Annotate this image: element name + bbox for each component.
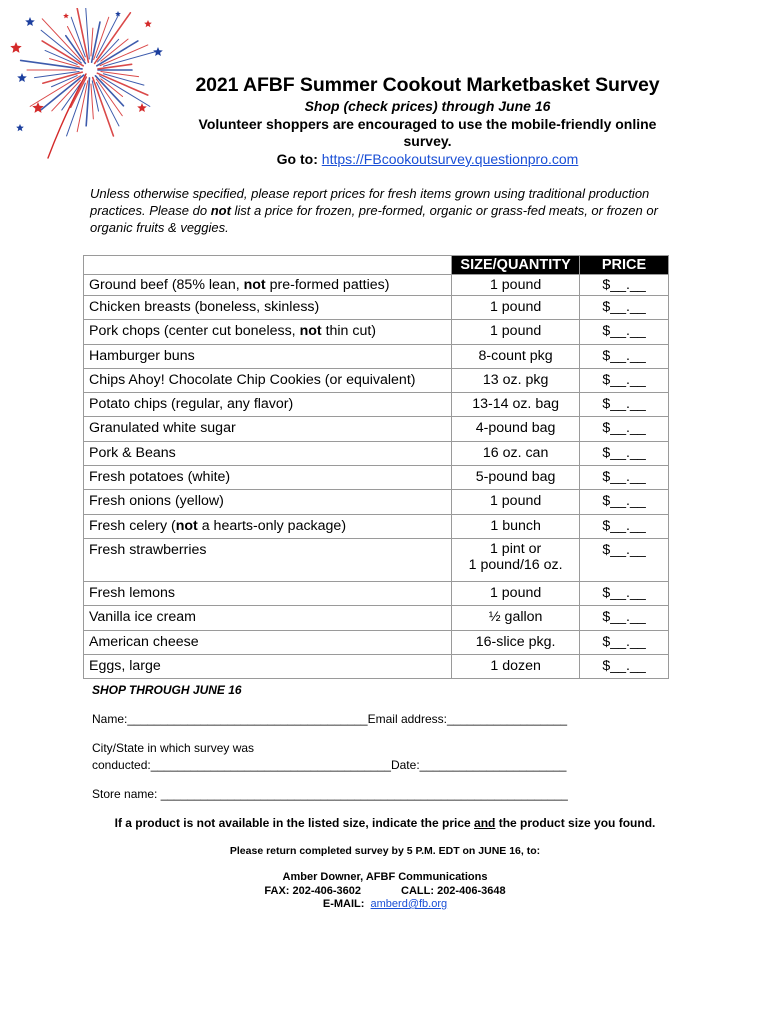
name-email-field[interactable]: Name:____________________________________Email address:__________________ xyxy=(92,712,568,726)
size-cell: 1 pound xyxy=(452,490,580,514)
size-cell: 1 pound xyxy=(452,320,580,344)
item-text: Fresh potatoes (white) xyxy=(89,469,231,486)
firework-ray xyxy=(95,76,123,106)
item-cell xyxy=(84,344,452,368)
item-cell xyxy=(84,296,452,320)
star-icon xyxy=(137,103,147,112)
size-cell: 16-slice pkg. xyxy=(452,630,580,654)
size-cell: 1 pound xyxy=(452,296,580,320)
shop-through-heading: SHOP THROUGH JUNE 16 xyxy=(92,683,242,697)
star-icon xyxy=(153,47,163,56)
size-cell: 8-count pkg xyxy=(452,344,580,368)
price-input[interactable]: $__.__ xyxy=(580,393,669,417)
size-cell: 5-pound bag xyxy=(452,466,580,490)
contact-phones xyxy=(40,885,730,899)
item-cell xyxy=(84,368,452,392)
item-cell xyxy=(84,441,452,465)
conducted-date-field[interactable]: conducted:____________________________________Date:______________________ xyxy=(92,758,567,772)
page-title: 2021 AFBF Summer Cookout Marketbasket Survey xyxy=(195,74,660,96)
table-row xyxy=(84,654,669,678)
size-cell xyxy=(452,538,580,581)
item-text: Pork & Beans xyxy=(89,444,176,461)
star-icon xyxy=(10,42,21,53)
price-input[interactable]: $__.__ xyxy=(580,320,669,344)
item-cell xyxy=(84,466,452,490)
note-and: and xyxy=(474,816,496,830)
fireworks-graphic xyxy=(8,8,176,160)
item-text: Fresh onions (yellow) xyxy=(89,493,224,510)
item-cell xyxy=(84,393,452,417)
price-input[interactable]: $__.__ xyxy=(580,514,669,538)
table-row xyxy=(84,344,669,368)
item-cell xyxy=(84,275,452,296)
contact-name: Amber Downer, AFBF Communications xyxy=(282,871,488,883)
item-cell xyxy=(84,654,452,678)
item-text: Hamburger buns xyxy=(89,347,195,364)
email-link[interactable]: amberd@fb.org xyxy=(370,898,448,910)
firework-ray xyxy=(42,19,80,60)
table-row xyxy=(84,393,669,417)
table-row xyxy=(84,538,669,581)
table-row xyxy=(84,320,669,344)
instructions-part-2: list a price for frozen, pre-formed, organic or grass-fed meats, or frozen or organic fruits & veggies. xyxy=(90,203,658,235)
item-text: not xyxy=(299,323,322,340)
item-cell xyxy=(84,320,452,344)
item-text: Potato chips (regular, any flavor) xyxy=(89,396,294,413)
item-cell xyxy=(84,538,452,581)
price-input[interactable]: $__.__ xyxy=(580,466,669,490)
item-text: Chicken breasts (boneless, skinless) xyxy=(89,299,320,315)
city-state-label: City/State in which survey was xyxy=(92,741,255,755)
item-text: Chips Ahoy! Chocolate Chip Cookies (or equivalent) xyxy=(89,371,416,388)
note-part-1: If a product is not available in the listed size, indicate the price xyxy=(114,816,475,830)
item-header xyxy=(84,256,452,275)
item-text: Eggs, large xyxy=(89,657,161,674)
instructions xyxy=(90,185,690,236)
size-cell: 4-pound bag xyxy=(452,417,580,441)
contact-email-line xyxy=(40,898,730,912)
item-cell xyxy=(84,490,452,514)
table-row xyxy=(84,466,669,490)
star-icon xyxy=(16,124,24,131)
table-row xyxy=(84,630,669,654)
price-input[interactable]: $__.__ xyxy=(580,296,669,320)
price-input[interactable]: $__.__ xyxy=(580,490,669,514)
firework-ray xyxy=(100,45,148,66)
table-row xyxy=(84,490,669,514)
firework-ray xyxy=(101,71,139,76)
subtitle: Shop (check prices) through June 16 xyxy=(304,98,551,114)
item-text: not xyxy=(243,277,266,293)
item-text: American cheese xyxy=(89,633,199,650)
firework-ray xyxy=(41,30,81,63)
note-part-2: the product size you found. xyxy=(495,816,656,830)
item-text: Granulated white sugar xyxy=(89,420,236,437)
instructions-part-1: Unless otherwise specified, please report prices for fresh items grown using traditional production practices. Please do xyxy=(90,186,650,218)
price-input[interactable]: $__.__ xyxy=(580,275,669,296)
return-instructions: Please return completed survey by 5 P.M. EDT on JUNE 16, to: xyxy=(229,845,541,857)
item-text: not xyxy=(175,517,198,534)
contact-call: CALL: 202-406-3648 xyxy=(401,884,506,897)
item-text: Fresh celery ( xyxy=(89,517,176,534)
price-input[interactable]: $__.__ xyxy=(580,538,669,581)
size-cell: ½ gallon xyxy=(452,606,580,630)
item-text: Ground beef (85% lean, xyxy=(89,277,244,293)
table-row xyxy=(84,368,669,392)
table-row xyxy=(84,296,669,320)
size-cell: 13-14 oz. bag xyxy=(452,393,580,417)
item-text: a hearts-only package) xyxy=(197,517,347,534)
price-input[interactable]: $__.__ xyxy=(580,344,669,368)
firework-ray xyxy=(67,83,86,136)
size-text: 1 pound/16 oz. xyxy=(468,556,563,573)
firework-ray xyxy=(91,84,93,119)
item-cell xyxy=(84,630,452,654)
table-header-row xyxy=(84,256,669,275)
item-text: Pork chops (center cut boneless, xyxy=(89,323,300,340)
email-label: E-MAIL: xyxy=(322,898,365,910)
price-table xyxy=(83,255,669,679)
contact-block xyxy=(40,871,730,912)
size-cell: 13 oz. pkg xyxy=(452,368,580,392)
price-input[interactable]: $__.__ xyxy=(580,417,669,441)
price-header: PRICE xyxy=(580,256,669,275)
price-input[interactable]: $__.__ xyxy=(580,606,669,630)
firework-ray xyxy=(98,64,132,69)
survey-link[interactable]: https://FBcookoutsurvey.questionpro.com xyxy=(321,151,579,167)
item-cell xyxy=(84,581,452,605)
size-cell: 1 dozen xyxy=(452,654,580,678)
price-input[interactable]: $__.__ xyxy=(580,441,669,465)
item-cell xyxy=(84,417,452,441)
table-row xyxy=(84,417,669,441)
firework-ray xyxy=(103,74,143,85)
firework-ray xyxy=(91,28,93,56)
contact-fax: FAX: 202-406-3602 xyxy=(264,884,362,897)
volunteer-line-1: Volunteer shoppers are encouraged to use the mobile-friendly online xyxy=(198,116,657,132)
item-text: Vanilla ice cream xyxy=(89,609,196,626)
volunteer-note xyxy=(175,116,680,150)
goto-label: Go to: xyxy=(276,151,318,167)
price-input[interactable]: $__.__ xyxy=(580,581,669,605)
star-icon xyxy=(17,73,27,82)
store-name-field[interactable]: Store name: _____________________________________________________________ xyxy=(92,787,568,801)
table-row xyxy=(84,581,669,605)
size-cell: 1 pound xyxy=(452,581,580,605)
star-icon xyxy=(63,13,69,18)
table-row xyxy=(84,606,669,630)
item-cell xyxy=(84,514,452,538)
item-text: Fresh lemons xyxy=(89,584,175,601)
goto-line xyxy=(175,151,680,167)
volunteer-line-2: survey. xyxy=(403,133,452,149)
price-input[interactable]: $__.__ xyxy=(580,368,669,392)
table-row xyxy=(84,275,669,296)
item-text: Fresh strawberries xyxy=(89,541,207,558)
table-row xyxy=(84,441,669,465)
instructions-bold: not xyxy=(210,203,231,218)
item-text: pre-formed patties) xyxy=(265,277,390,293)
item-cell xyxy=(84,606,452,630)
size-header: SIZE/QUANTITY xyxy=(452,256,580,275)
price-input[interactable]: $__.__ xyxy=(580,630,669,654)
availability-note xyxy=(40,816,730,830)
table-row xyxy=(84,514,669,538)
star-icon xyxy=(144,20,152,27)
price-input[interactable]: $__.__ xyxy=(580,654,669,678)
size-cell: 1 bunch xyxy=(452,514,580,538)
size-text: 1 pint or xyxy=(489,540,542,557)
star-icon xyxy=(25,17,35,26)
size-cell: 1 pound xyxy=(452,275,580,296)
item-text: thin cut) xyxy=(321,323,377,340)
size-cell: 16 oz. can xyxy=(452,441,580,465)
